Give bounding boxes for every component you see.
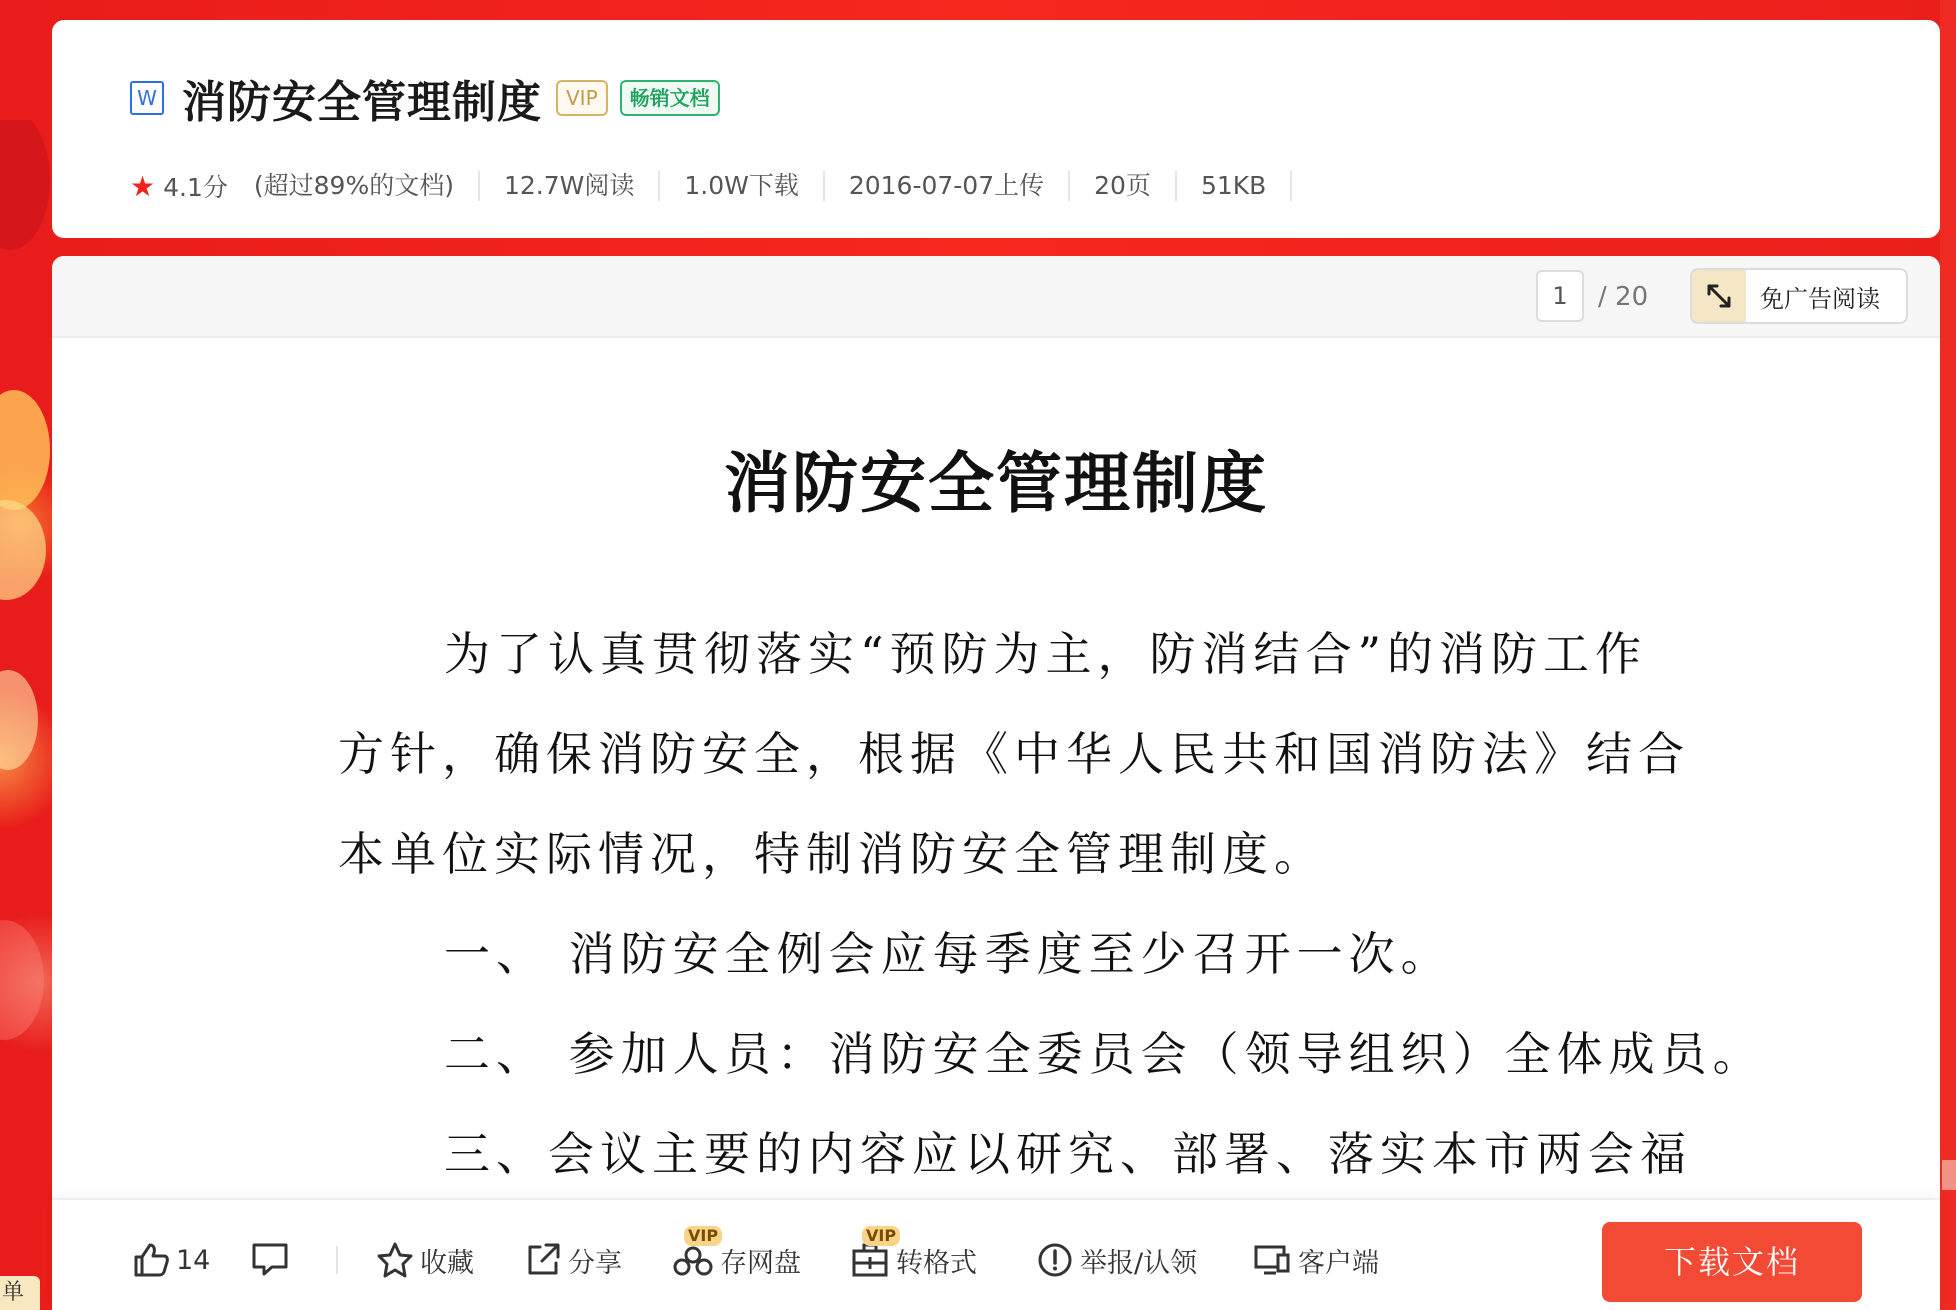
report-label: 举报/认领: [1080, 1247, 1198, 1279]
like-button[interactable]: [132, 1238, 210, 1282]
alert-icon: [1036, 1241, 1074, 1279]
monitor-icon: [1252, 1241, 1292, 1279]
vip-mini-badge: VIP: [684, 1226, 722, 1246]
document-title: 消防安全管理制度: [182, 77, 542, 128]
star-outline-icon: [376, 1241, 414, 1279]
comment-icon: [250, 1241, 290, 1279]
vip-badge: VIP: [556, 80, 608, 116]
download-document-button[interactable]: 下载文档: [1602, 1222, 1862, 1302]
client-label: 客户端: [1298, 1247, 1379, 1279]
comment-button[interactable]: [250, 1238, 296, 1282]
doc-line-2: 方针，确保消防安全，根据《中华人民共和国消防法》结合: [338, 727, 1690, 781]
save-netdisk-label: 存网盘: [720, 1247, 801, 1279]
read-count: 12.7W阅读: [480, 171, 660, 201]
rating-compare: (超过89%的文档): [254, 171, 480, 201]
action-divider: [336, 1246, 338, 1274]
like-count: 14: [176, 1244, 211, 1276]
cloud-disk-icon: [672, 1241, 714, 1279]
upload-date: 2016-07-07上传: [825, 171, 1070, 201]
favorite-label: 收藏: [420, 1247, 474, 1279]
viewer-toolbar: [52, 256, 1940, 338]
star-icon: ★: [130, 169, 156, 203]
share-label: 分享: [568, 1247, 622, 1279]
doc-line-1: 为了认真贯彻落实“预防为主，防消结合”的消防工作: [444, 627, 1648, 681]
page-number-input[interactable]: 1: [1536, 270, 1584, 322]
festive-decoration-right: [1940, 0, 1956, 1310]
rating-score: 4.1分: [163, 173, 228, 202]
document-viewer[interactable]: [52, 256, 1940, 1310]
adfree-reading-label: 免广告阅读: [1760, 284, 1880, 313]
share-icon: [524, 1241, 562, 1279]
festive-decoration-left: [0, 120, 52, 1310]
page-total: / 20: [1598, 282, 1649, 312]
side-float-tab[interactable]: 单: [0, 1276, 40, 1310]
client-button[interactable]: [1252, 1238, 1379, 1282]
action-bar: [52, 1198, 1940, 1310]
doc-line-5: 二、 参加人员：消防安全委员会（领导组织）全体成员。: [444, 1027, 1765, 1081]
word-file-icon: W: [130, 81, 164, 115]
convert-icon: [850, 1241, 890, 1279]
save-netdisk-button[interactable]: [672, 1226, 801, 1282]
page-heading: 消防安全管理制度: [724, 444, 1268, 522]
convert-format-button[interactable]: [850, 1226, 977, 1282]
bestseller-badge: 畅销文档: [620, 80, 720, 116]
report-button[interactable]: [1036, 1238, 1197, 1282]
share-button[interactable]: [524, 1238, 622, 1282]
document-meta: [130, 168, 1292, 204]
page-count: 20页: [1070, 171, 1177, 201]
thumbs-up-icon: [132, 1241, 170, 1279]
download-count: 1.0W下载: [660, 171, 824, 201]
vip-mini-badge: VIP: [862, 1226, 900, 1246]
title-row: [130, 68, 720, 128]
file-size: 51KB: [1177, 171, 1292, 201]
document-info-card: [52, 20, 1940, 238]
doc-line-4: 一、 消防安全例会应每季度至少召开一次。: [444, 927, 1453, 981]
expand-icon: [1692, 270, 1746, 322]
document-page: [52, 340, 1940, 1240]
adfree-reading-button[interactable]: [1690, 268, 1908, 324]
convert-format-label: 转格式: [896, 1247, 977, 1279]
favorite-button[interactable]: [376, 1238, 474, 1282]
doc-line-6: 三、会议主要的内容应以研究、部署、落实本市两会福: [444, 1127, 1692, 1181]
doc-line-3: 本单位实际情况，特制消防安全管理制度。: [338, 827, 1326, 881]
